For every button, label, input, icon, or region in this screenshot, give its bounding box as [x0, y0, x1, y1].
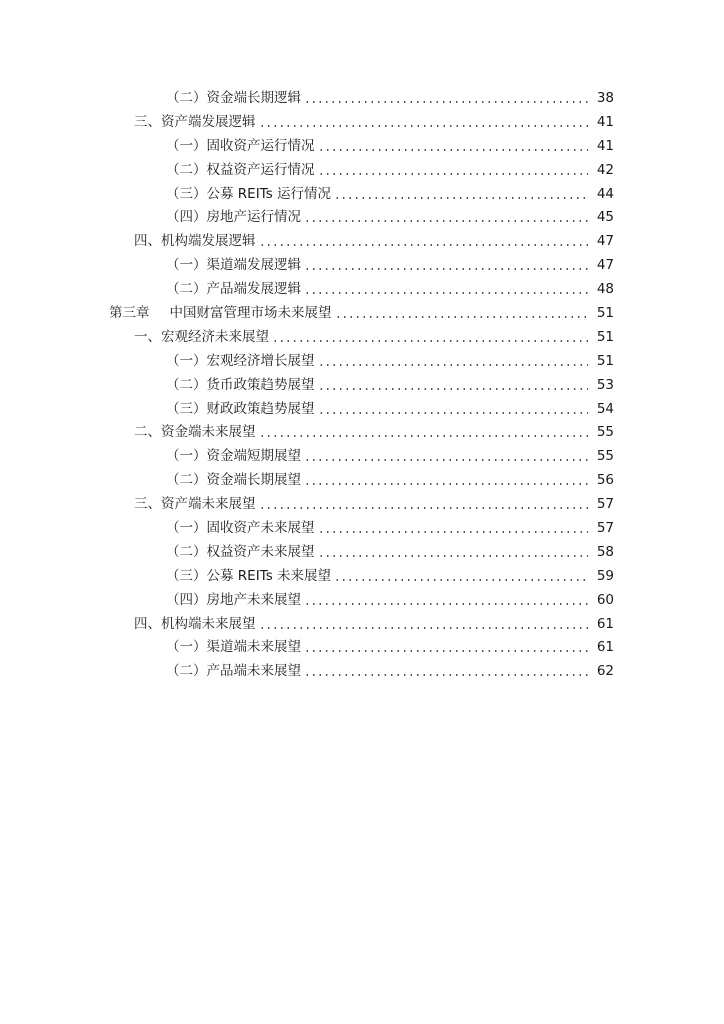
toc-entry-label: 三、资产端未来展望 [134, 496, 256, 513]
dot-leader [304, 663, 588, 679]
toc-entry[interactable] [0, 110, 724, 134]
toc-entry[interactable] [0, 349, 724, 373]
toc-page-number: 53 [596, 376, 614, 393]
toc-entry[interactable] [0, 540, 724, 564]
toc-entry-label: 四、机构端未来展望 [134, 615, 256, 632]
toc-entry-label: 三、资产端发展逻辑 [134, 113, 256, 130]
toc-entry-label: （二）权益资产运行情况 [166, 161, 315, 178]
toc-page-number: 45 [596, 209, 614, 226]
toc-entry-label: （二）产品端发展逻辑 [166, 281, 301, 298]
toc-entry-label: （二）资金端长期展望 [166, 472, 301, 489]
toc-page-number: 41 [596, 113, 614, 130]
toc-entry-label: 一、宏观经济未来展望 [134, 328, 269, 345]
toc-page-number: 61 [596, 639, 614, 656]
toc-entry-label: （二）权益资产未来展望 [166, 543, 315, 560]
toc-page-number: 58 [596, 543, 614, 560]
toc-entry-label: （一）渠道端发展逻辑 [166, 257, 301, 274]
toc-entry-label: （一）资金端短期展望 [166, 448, 301, 465]
toc-entry[interactable] [0, 659, 724, 683]
table-of-contents [0, 86, 724, 683]
toc-entry[interactable] [0, 205, 724, 229]
dot-leader [304, 281, 588, 297]
toc-page-number: 57 [596, 519, 614, 536]
dot-leader [259, 616, 589, 632]
toc-entry-label: （二）货币政策趋势展望 [166, 376, 315, 393]
dot-leader [334, 568, 588, 584]
toc-page-number: 57 [596, 496, 614, 513]
toc-entry-label: （一）固收资产未来展望 [166, 519, 315, 536]
toc-entry[interactable] [0, 564, 724, 588]
toc-entry-label: 四、机构端发展逻辑 [134, 233, 256, 250]
toc-entry[interactable] [0, 325, 724, 349]
dot-leader [272, 329, 588, 345]
dot-leader [318, 162, 589, 178]
toc-page-number: 47 [596, 233, 614, 250]
dot-leader [259, 114, 589, 130]
toc-chapter-number: 第三章 [109, 304, 150, 321]
toc-entry-label: （四）房地产运行情况 [166, 209, 301, 226]
toc-page-number: 51 [596, 304, 614, 321]
dot-leader [318, 138, 589, 154]
toc-entry[interactable] [0, 612, 724, 636]
dot-leader [304, 90, 588, 106]
toc-entry-label: （一）固收资产运行情况 [166, 137, 315, 154]
dot-leader [304, 448, 588, 464]
dot-leader [304, 472, 588, 488]
toc-page-number: 51 [596, 328, 614, 345]
dot-leader [259, 496, 589, 512]
toc-entry[interactable] [0, 373, 724, 397]
toc-entry[interactable] [0, 516, 724, 540]
toc-page-number: 56 [596, 472, 614, 489]
dot-leader [334, 186, 588, 202]
toc-entry-label: （三）公募 REITs 未来展望 [166, 567, 332, 584]
toc-entry[interactable] [0, 134, 724, 158]
toc-entry-label: （二）产品端未来展望 [166, 663, 301, 680]
toc-page-number: 42 [596, 161, 614, 178]
toc-page-number: 44 [596, 185, 614, 202]
toc-entry-label: （三）财政政策趋势展望 [166, 400, 315, 417]
toc-entry[interactable] [0, 86, 724, 110]
dot-leader [335, 305, 589, 321]
toc-entry-label: （二）资金端长期逻辑 [166, 89, 301, 106]
dot-leader [304, 209, 588, 225]
dot-leader [259, 233, 589, 249]
toc-entry[interactable] [0, 635, 724, 659]
toc-entry[interactable] [0, 182, 724, 206]
toc-entry-label: （三）公募 REITs 运行情况 [166, 185, 332, 202]
toc-page-number: 47 [596, 257, 614, 274]
toc-entry[interactable] [0, 444, 724, 468]
dot-leader [304, 639, 588, 655]
toc-entry[interactable] [0, 420, 724, 444]
toc-page-number: 41 [596, 137, 614, 154]
dot-leader [304, 257, 588, 273]
dot-leader [318, 401, 589, 417]
toc-page-number: 38 [596, 89, 614, 106]
toc-entry-label: （一）宏观经济增长展望 [166, 352, 315, 369]
toc-page-number: 59 [596, 567, 614, 584]
toc-entry[interactable] [0, 253, 724, 277]
dot-leader [259, 424, 589, 440]
toc-chapter-entry[interactable] [0, 301, 724, 325]
toc-entry-label: （四）房地产未来展望 [166, 591, 301, 608]
toc-page-number: 61 [596, 615, 614, 632]
toc-page-number: 60 [596, 591, 614, 608]
dot-leader [318, 544, 589, 560]
toc-entry[interactable] [0, 158, 724, 182]
toc-entry-label: （一）渠道端未来展望 [166, 639, 301, 656]
dot-leader [304, 592, 588, 608]
toc-page-number: 54 [596, 400, 614, 417]
toc-page-number: 62 [596, 663, 614, 680]
toc-entry-label: 二、资金端未来展望 [134, 424, 256, 441]
toc-entry[interactable] [0, 229, 724, 253]
toc-page-number: 51 [596, 352, 614, 369]
toc-page-number: 55 [596, 448, 614, 465]
dot-leader [318, 353, 589, 369]
toc-entry[interactable] [0, 468, 724, 492]
toc-page-number: 48 [596, 281, 614, 298]
toc-entry-label: 中国财富管理市场未来展望 [169, 304, 332, 321]
toc-entry[interactable] [0, 397, 724, 421]
toc-entry[interactable] [0, 277, 724, 301]
dot-leader [318, 520, 589, 536]
dot-leader [318, 377, 589, 393]
toc-entry[interactable] [0, 588, 724, 612]
toc-page-number: 55 [596, 424, 614, 441]
toc-entry[interactable] [0, 492, 724, 516]
